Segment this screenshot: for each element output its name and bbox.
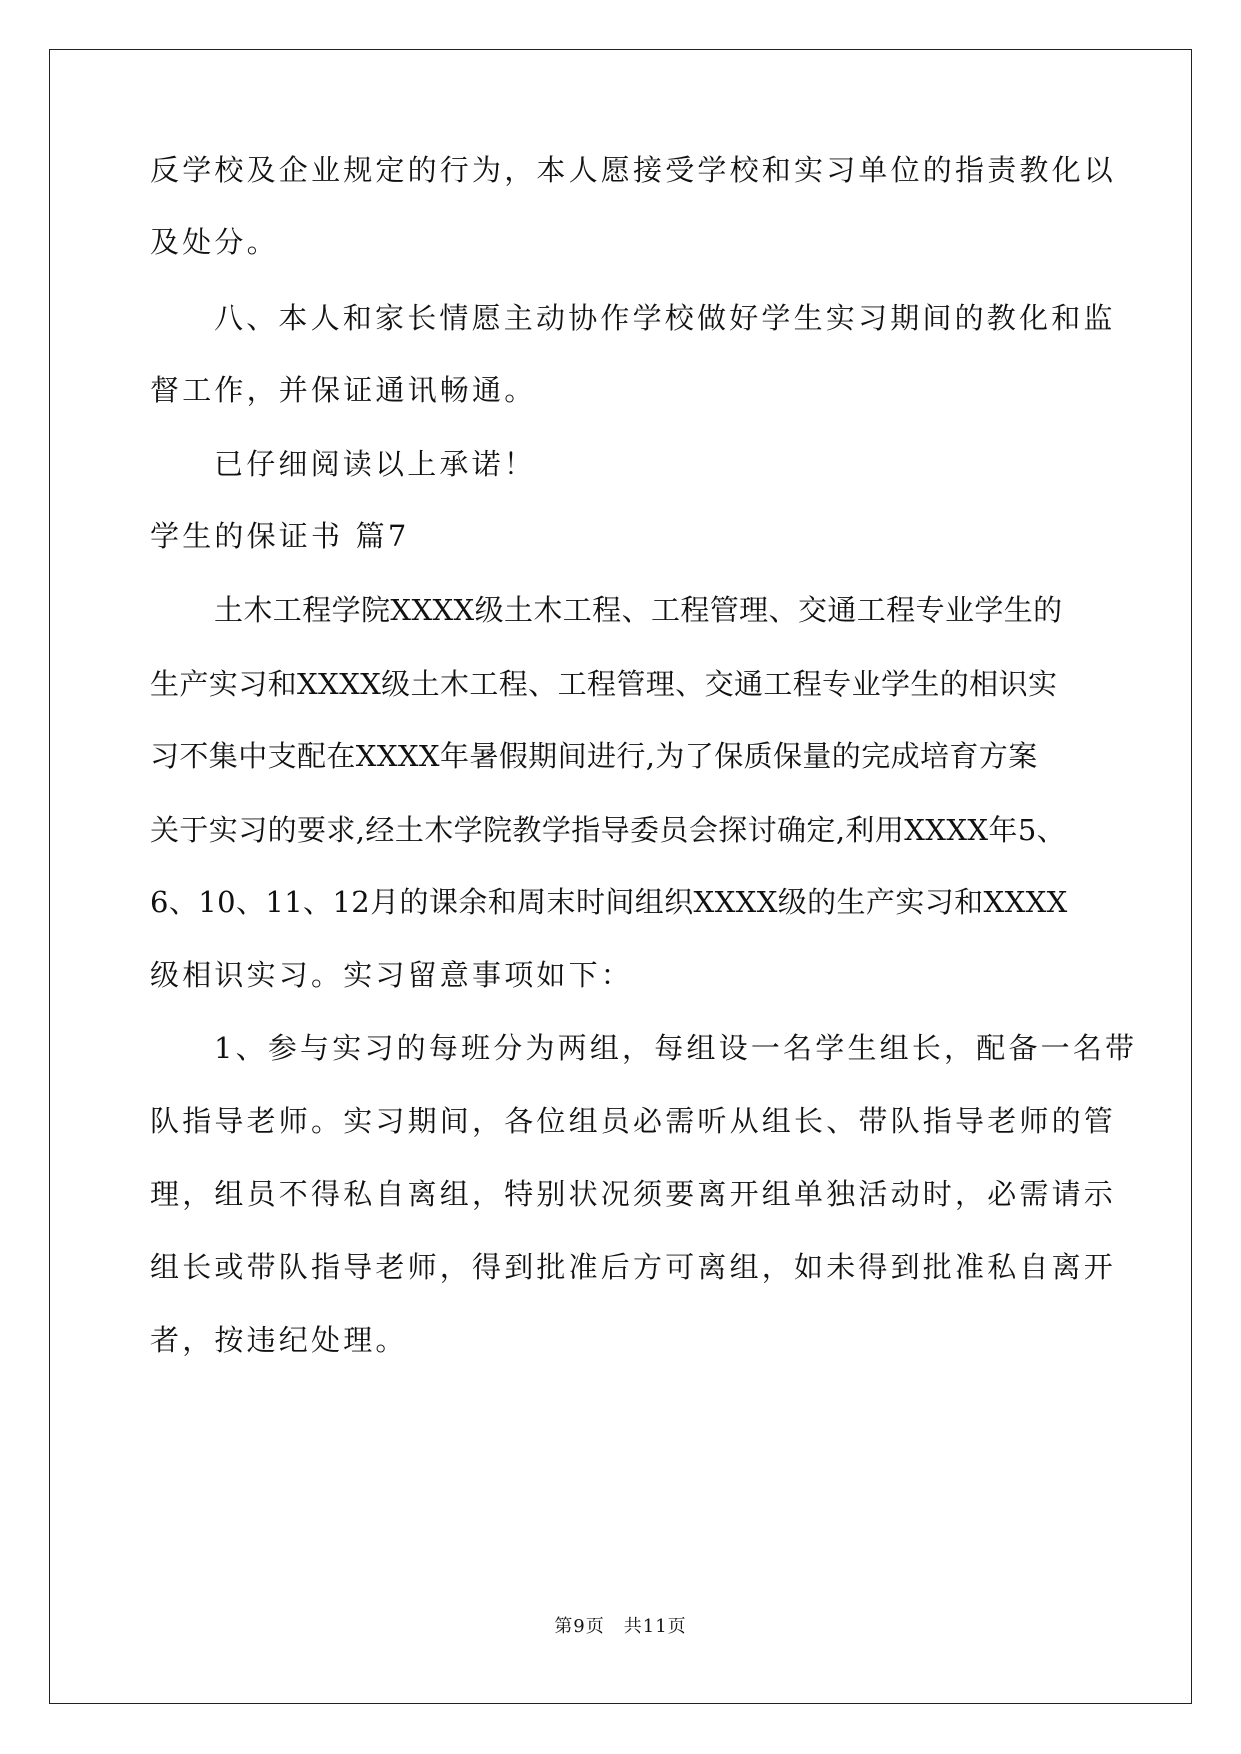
text-line-15: 理，组员不得私自离组，特别状况须要离开组单独活动时，必需请示 xyxy=(150,1177,1117,1211)
section-heading: 学生的保证书 篇7 xyxy=(150,519,410,553)
text-line-12: 级相识实习。实习留意事项如下： xyxy=(150,958,634,992)
text-line-8: 生产实习和XXXX级土木工程、工程管理、交通工程专业学生的相识实 xyxy=(150,667,1058,701)
text-line-5: 已仔细阅读以上承诺！ xyxy=(214,447,537,481)
text-line-11: 6、10、11、12月的课余和周末时间组织XXXX级的生产实习和XXXX xyxy=(150,885,1068,919)
text-line-4: 督工作，并保证通讯畅通。 xyxy=(150,373,537,407)
text-line-1: 反学校及企业规定的行为，本人愿接受学校和实习单位的指责教化以 xyxy=(150,153,1117,187)
text-line-2: 及处分。 xyxy=(150,225,279,259)
page-number: 第9页 共11页 xyxy=(554,1616,687,1637)
text-line-10: 关于实习的要求,经土木学院教学指导委员会探讨确定,利用XXXX年5、 xyxy=(150,813,1067,847)
text-line-14: 队指导老师。实习期间，各位组员必需听从组长、带队指导老师的管 xyxy=(150,1104,1117,1138)
text-line-17: 者，按违纪处理。 xyxy=(150,1323,408,1357)
text-line-13: 1、参与实习的每班分为两组，每组设一名学生组长，配备一名带 xyxy=(214,1031,1138,1065)
text-line-3: 八、本人和家长情愿主动协作学校做好学生实习期间的教化和监 xyxy=(214,301,1116,335)
text-line-7: 土木工程学院XXXX级土木工程、工程管理、交通工程专业学生的 xyxy=(214,593,1063,627)
text-line-9: 习不集中支配在XXXX年暑假期间进行,为了保质保量的完成培育方案 xyxy=(150,739,1038,773)
text-line-16: 组长或带队指导老师，得到批准后方可离组，如未得到批准私自离开 xyxy=(150,1250,1117,1284)
